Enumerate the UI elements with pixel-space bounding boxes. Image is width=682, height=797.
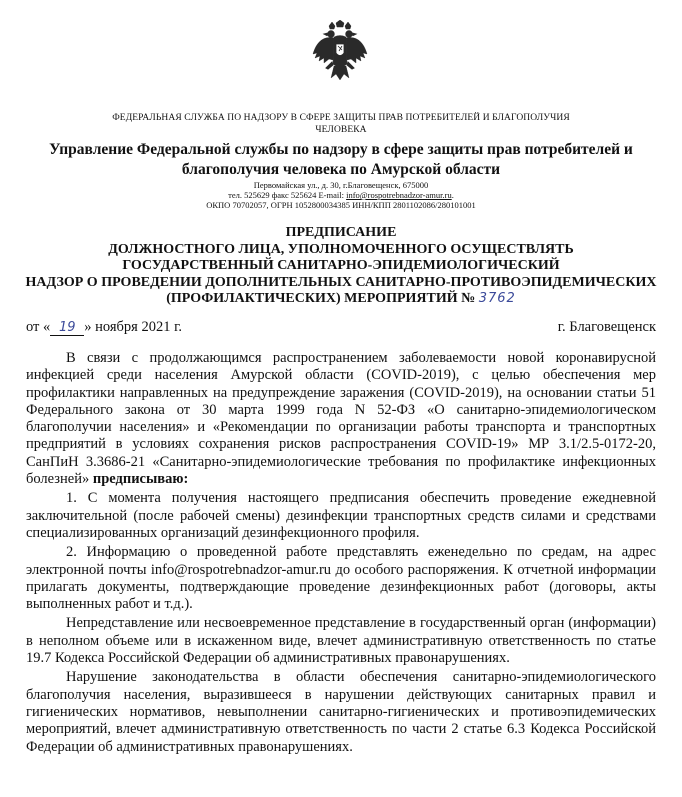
document-title-line3: ГОСУДАРСТВЕННЫЙ САНИТАРНО-ЭПИДЕМИОЛОГИЧЕСКИЙ [122, 258, 560, 273]
double-headed-eagle-emblem-icon [311, 20, 369, 86]
directorate-name-line1: Управление Федеральной службы по надзору в сфере защиты прав потребителей и [49, 141, 633, 158]
item-2-paragraph: 2. Информацию о проведенной работе представлять еженедельно по средам, на адрес электронной почты info@rospotrebnadzor-amur.ru до особого распоряжения. К отчетной информации прилагать документы, подтверждающие проведение дезинфекционных работ (договоры, акты выполненных работ и т.д.). [26, 544, 656, 613]
date-day-handwritten: 19 [50, 320, 84, 336]
liability-paragraph: Непредставление или несвоевременное представление в государственный орган (информации) в неполном объеме или в искаженном виде, влечет административную ответственность по статье 19.7 Кодекса Российской Федерации об административных правонарушениях. [26, 615, 656, 667]
registration-codes-line: ОКПО 70702057, ОГРН 1052800034385 ИНН/КПП 2801102086/280101001 [206, 200, 476, 210]
intro-text: В связи с продолжающимся распространением заболеваемости новой коронавирусной инфекцией среди населения Амурской области (COVID-2019), с целью обеспечения мер профилактики направленных на предупреждение заражения (COVID-2019), на основании статьи 51 Федерального закона от 30 марта 1999 года N 52-ФЗ «О санитарно-эпидемиологическом благополучии населения» и «Рекомендации по организации работы транспорта и транспортных предприятий в условиях сохранения рисков распространения COVID-19» МР 3.1/2.5-0172-20, СанПиН 3.3686-21 «Санитарно-эпидемиологические требования по профилактике инфекционных болезней» [26, 350, 656, 488]
intro-paragraph [26, 350, 656, 488]
document-number-handwritten: 3762 [478, 291, 516, 306]
document-title-line4: НАДЗОР О ПРОВЕДЕНИИ ДОПОЛНИТЕЛЬНЫХ САНИТАРНО-ПРОТИВОЭПИДЕМИЧЕСКИХ [25, 274, 657, 290]
document-title-line2: ДОЛЖНОСТНОГО ЛИЦА, УПОЛНОМОЧЕННОГО ОСУЩЕСТВЛЯТЬ [108, 241, 574, 257]
document-title-text: (ПРОФИЛАКТИЧЕСКИХ) МЕРОПРИЯТИЙ № [166, 291, 476, 306]
date-suffix: » ноября 2021 г. [84, 319, 183, 335]
item-1-paragraph: 1. С момента получения настоящего предписания обеспечить проведение ежедневной заключительной (после рабочей смены) дезинфекции транспортных средств силами и средствами специализированных организаций дезинфекционного профиля. [26, 490, 656, 541]
document-title-line5 [20, 291, 662, 308]
document-body [26, 350, 656, 758]
phone-fax-text: тел. 525629 факс 525624 E-mail: [228, 190, 347, 200]
contacts-line [100, 190, 582, 201]
contacts-suffix: . [451, 190, 454, 200]
date-prefix: от « [26, 319, 51, 335]
email-link[interactable]: info@rospotrebnadzor-amur.ru [346, 190, 452, 200]
issue-city: г. Благовещенск [557, 319, 656, 335]
agency-name-line2: ЧЕЛОВЕКА [315, 125, 367, 135]
intro-prescribe-word: предписываю: [92, 471, 189, 488]
violation-paragraph: Нарушение законодательства в области обеспечения санитарно-эпидемиологического благополучия населения, выразившееся в нарушении действующих санитарных правил и гигиенических нормативов, невыполнении санитарно-гигиенических и противоэпидемических мероприятий, влечет административную ответственность по части 2 статье 6.3 Кодекса Российской Федерации об административных правонарушениях. [26, 669, 656, 755]
agency-name-line1: ФЕДЕРАЛЬНАЯ СЛУЖБА ПО НАДЗОРУ В СФЕРЕ ЗАЩИТЫ ПРАВ ПОТРЕБИТЕЛЕЙ И БЛАГОПОЛУЧИЯ [112, 113, 570, 123]
document-title-line1: ПРЕДПИСАНИЕ [285, 225, 397, 240]
issue-date [26, 318, 182, 336]
address-line: Первомайская ул., д. 30, г.Благовещенск, 675000 [253, 180, 429, 190]
directorate-name-line2: благополучия человека по Амурской области [181, 161, 501, 178]
